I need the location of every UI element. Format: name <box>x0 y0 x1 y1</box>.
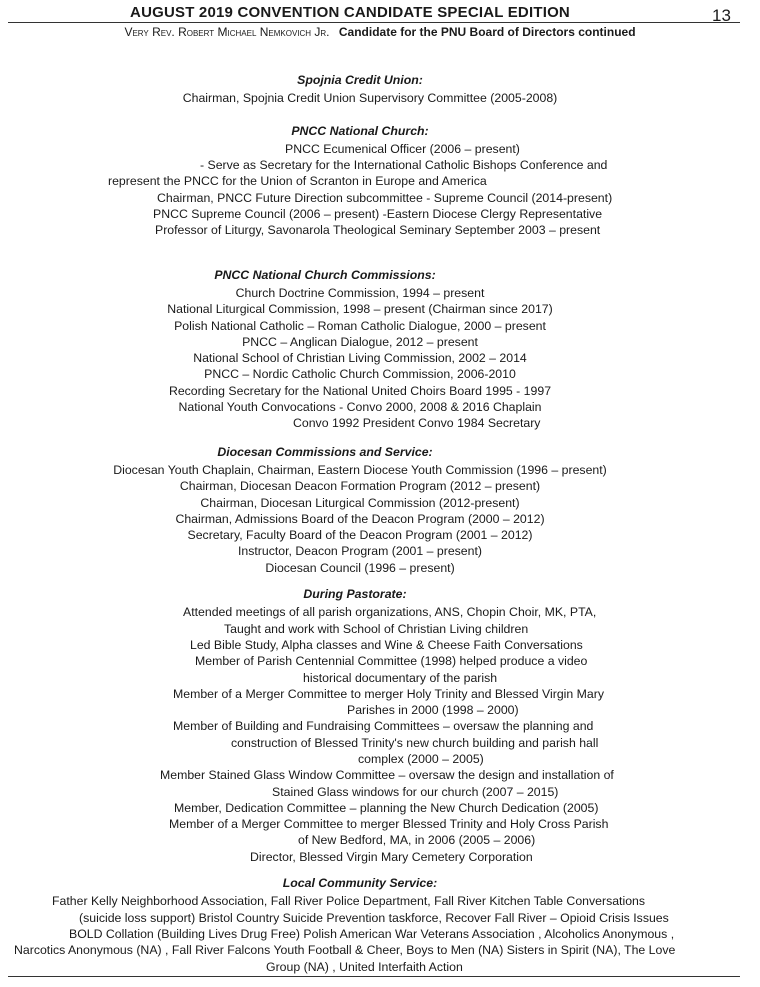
list-item: (suicide loss support) Bristol Country Suicide Prevention taskforce, Recover Fall River – Opioid Crisis Issues <box>79 910 669 925</box>
list-item: Chairman, Diocesan Liturgical Commission (2012-present) <box>200 495 520 510</box>
list-item: Convo 1992 President Convo 1984 Secretary <box>293 416 541 431</box>
edition-title: AUGUST 2019 CONVENTION CANDIDATE SPECIAL EDITION <box>130 4 570 21</box>
list-item: historical documentary of the parish <box>303 670 498 685</box>
list-item: Father Kelly Neighborhood Association, Fall River Police Department, Fall River Kitchen Table Conversations <box>52 894 646 909</box>
list-item: Member of a Merger Committee to merger Holy Trinity and Blessed Virgin Mary <box>173 686 604 701</box>
list-item: Taught and work with School of Christian Living children <box>224 621 529 636</box>
list-item: PNCC Supreme Council (2006 – present) -Eastern Diocese Clergy Representative <box>153 207 603 222</box>
list-item: National Liturgical Commission, 1998 – present (Chairman since 2017) <box>167 302 553 317</box>
list-item: Member of Parish Centennial Committee (1998) helped produce a video <box>195 654 588 669</box>
list-item: Instructor, Deacon Program (2001 – present) <box>237 544 482 559</box>
section-diocesan <box>0 444 760 576</box>
list-item: Group (NA) , United Interfaith Action <box>266 959 463 974</box>
list-item: Chairman, PNCC Future Direction subcommittee - Supreme Council (2014-present) <box>157 190 613 205</box>
list-item: complex (2000 – 2005) <box>358 751 484 766</box>
list-item: Member of a Merger Committee to merger Blessed Trinity and Holy Cross Parish <box>169 817 609 832</box>
section-heading: PNCC National Church: <box>291 123 429 138</box>
list-item: PNCC – Nordic Catholic Church Commission, 2006-2010 <box>204 367 516 382</box>
list-item: Parishes in 2000 (1998 – 2000) <box>347 703 519 718</box>
section-heading: During Pastorate: <box>303 587 407 602</box>
article-subtitle: Candidate for the PNU Board of Directors continued <box>338 25 636 39</box>
article-body <box>0 72 760 983</box>
list-item: Chairman, Admissions Board of the Deacon Program (2000 – 2012) <box>175 511 545 526</box>
list-item: Chairman, Spojnia Credit Union Supervisory Committee (2005-2008) <box>182 91 558 106</box>
article-byline <box>0 25 760 39</box>
list-item: PNCC Ecumenical Officer (2006 – present) <box>285 141 520 156</box>
list-item: Member, Dedication Committee – planning the New Church Dedication (2005) <box>174 800 599 815</box>
list-item: Church Doctrine Commission, 1994 – present <box>235 285 485 300</box>
section-credit-union <box>0 72 760 107</box>
section-heading: Local Community Service: <box>282 876 438 891</box>
section-pastorate <box>0 586 760 865</box>
list-item: represent the PNCC for the Union of Scranton in Europe and America <box>108 174 487 189</box>
section-heading: PNCC National Church Commissions: <box>214 267 436 282</box>
list-item: of New Bedford, MA, in 2006 (2005 – 2006) <box>298 833 536 848</box>
list-item: PNCC – Anglican Dialogue, 2012 – present <box>242 334 478 349</box>
list-item: Stained Glass windows for our church (2007 – 2015) <box>272 784 559 799</box>
header-rule <box>8 22 740 23</box>
list-item: Narcotics Anonymous (NA) , Fall River Falcons Youth Football & Cheer, Boys to Men (NA) Sisters in Spirit (NA), The Love <box>14 943 676 958</box>
page-number: 13 <box>712 6 731 25</box>
list-item: Recording Secretary for the National United Choirs Board 1995 - 1997 <box>168 383 552 398</box>
list-item: Diocesan Council (1996 – present) <box>265 560 455 575</box>
author-name: Very Rev. Robert Michael Nemkovich Jr. <box>124 25 330 39</box>
section-commissions <box>0 267 760 432</box>
footer-rule <box>8 976 740 977</box>
list-item: Diocesan Youth Chaplain, Chairman, Eastern Diocese Youth Commission (1996 – present) <box>113 462 607 477</box>
list-item: National School of Christian Living Commission, 2002 – 2014 <box>193 351 527 366</box>
list-item: National Youth Convocations - Convo 2000, 2008 & 2016 Chaplain <box>178 400 542 415</box>
list-item: Led Bible Study, Alpha classes and Wine & Cheese Faith Conversations <box>190 637 583 652</box>
section-heading: Diocesan Commissions and Service: <box>217 444 433 459</box>
list-item: Member Stained Glass Window Committee – oversaw the design and installation of <box>160 768 614 783</box>
list-item: Chairman, Diocesan Deacon Formation Program (2012 – present) <box>179 479 541 494</box>
list-item: Attended meetings of all parish organizations, ANS, Chopin Choir, MK, PTA, <box>183 605 597 620</box>
list-item: Director, Blessed Virgin Mary Cemetery Corporation <box>250 849 533 864</box>
list-item: Member of Building and Fundraising Committees – oversaw the planning and <box>173 719 594 734</box>
section-community <box>0 875 760 975</box>
list-item: Professor of Liturgy, Savonarola Theological Seminary September 2003 – present <box>155 223 601 238</box>
list-item: construction of Blessed Trinity's new church building and parish hall <box>231 735 599 750</box>
section-heading: Spojnia Credit Union: <box>297 73 423 87</box>
list-item: Secretary, Faculty Board of the Deacon Program (2001 – 2012) <box>187 528 533 543</box>
section-national-church <box>0 123 760 239</box>
list-item: Polish National Catholic – Roman Catholic Dialogue, 2000 – present <box>174 318 546 333</box>
list-item: - Serve as Secretary for the International Catholic Bishops Conference and <box>200 158 608 173</box>
list-item: BOLD Collation (Building Lives Drug Free) Polish American War Veterans Association , Alcoholics Anonymous , <box>69 926 675 941</box>
